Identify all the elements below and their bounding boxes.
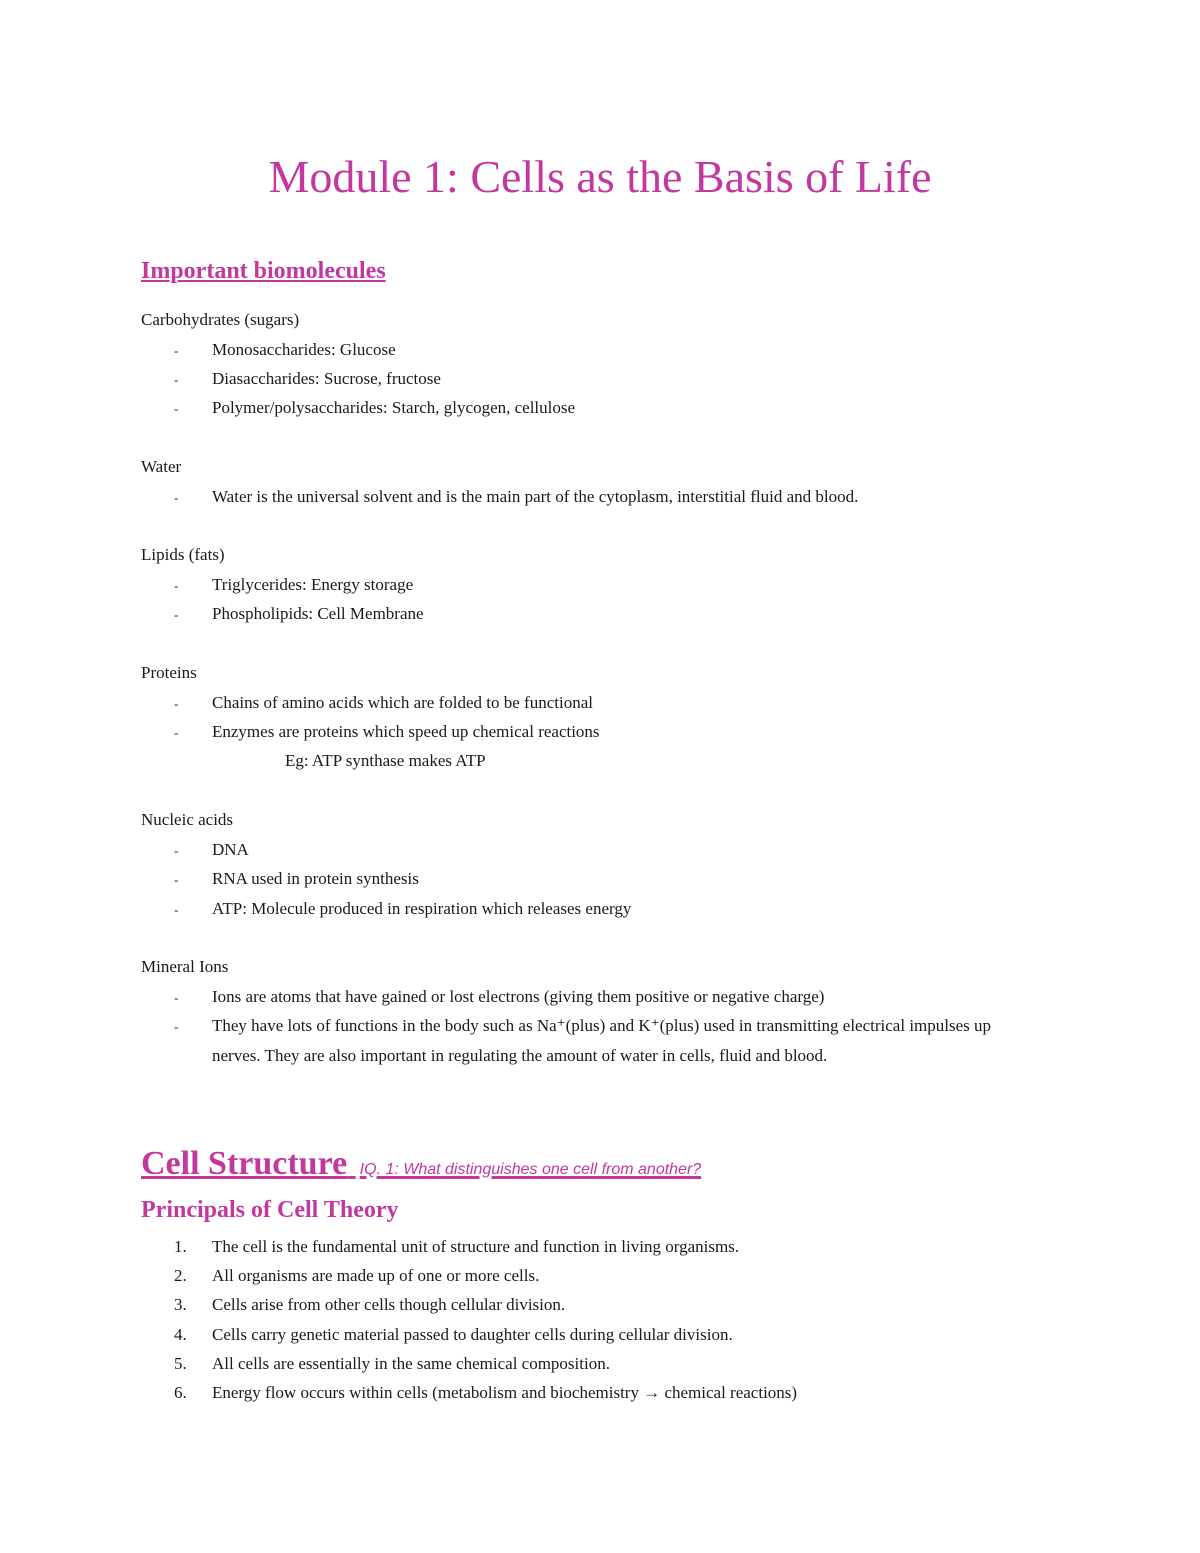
item-number: 4. [174, 1325, 187, 1344]
item-text: All organisms are made up of one or more cells. [212, 1266, 540, 1285]
list-item-text: They have lots of functions in the body such as Na⁺(plus) and K⁺(plus) used in transmitting electrical impulses up [212, 1016, 992, 1035]
item-text: Energy flow occurs within cells (metabolism and biochemistry → chemical reactions) [212, 1383, 798, 1402]
item-number: 1. [174, 1237, 187, 1256]
list-item [174, 717, 1074, 748]
numbered-item [174, 1320, 733, 1350]
inquiry-question: IQ. 1: What distinguishes one cell from another? [359, 1161, 702, 1178]
label-nucleic-acids: Nucleic acids [141, 810, 234, 829]
bullet-dash: - [174, 401, 179, 416]
item-text: All cells are essentially in the same chemical composition. [212, 1354, 610, 1373]
list-item [174, 835, 1074, 866]
list-item [174, 982, 1074, 1013]
list-item-text: Enzymes are proteins which speed up chemical reactions [212, 722, 600, 741]
numbered-item [174, 1378, 797, 1408]
subheading-cell-theory: Principals of Cell Theory [141, 1197, 399, 1223]
list-item [174, 335, 1074, 366]
page-title: Module 1: Cells as the Basis of Life [268, 151, 932, 202]
bullet-dash: - [174, 343, 179, 358]
list-item-text: Water is the universal solvent and is the main part of the cytoplasm, interstitial fluid and blood. [212, 487, 859, 506]
bullet-dash: - [174, 696, 179, 711]
list-item-continuation: nerves. They are also important in regulating the amount of water in cells, fluid and blood. [212, 1046, 828, 1065]
numbered-item [174, 1232, 739, 1262]
item-text: The cell is the fundamental unit of structure and function in living organisms. [212, 1237, 740, 1256]
example-note: Eg: ATP synthase makes ATP [285, 751, 486, 770]
label-proteins: Proteins [141, 663, 197, 682]
item-number: 3. [174, 1295, 187, 1314]
list-item-text: RNA used in protein synthesis [212, 869, 419, 888]
bullet-dash: - [174, 372, 179, 387]
bullet-dash: - [174, 843, 179, 858]
list-item [174, 894, 1074, 925]
list-item [174, 688, 1074, 719]
bullet-dash: - [174, 902, 179, 917]
bullet-dash: - [174, 990, 179, 1005]
section-heading-cell-structure [141, 1145, 701, 1183]
list-item-text: Polymer/polysaccharides: Starch, glycogen, cellulose [212, 398, 576, 417]
list-item [174, 482, 1074, 513]
cell-structure-title: Cell Structure [141, 1145, 348, 1182]
numbered-item [174, 1261, 539, 1291]
numbered-item [174, 1349, 610, 1379]
list-item-text: DNA [212, 840, 249, 859]
list-item-text: Monosaccharides: Glucose [212, 340, 396, 359]
bullet-dash: - [174, 607, 179, 622]
list-item [174, 393, 1074, 424]
list-item [174, 864, 1074, 895]
bullet-dash: - [174, 1019, 179, 1034]
bullet-dash: - [174, 578, 179, 593]
numbered-item [174, 1290, 565, 1320]
list-item-text: Triglycerides: Energy storage [212, 575, 414, 594]
list-item [174, 1011, 1074, 1042]
bullet-dash: - [174, 490, 179, 505]
list-item [174, 364, 1074, 395]
item-text: Cells arise from other cells though cellular division. [212, 1295, 566, 1314]
list-item-text: Phospholipids: Cell Membrane [212, 604, 424, 623]
list-item [174, 570, 1074, 601]
list-item-text: Ions are atoms that have gained or lost electrons (giving them positive or negative charge) [212, 987, 825, 1006]
list-item [174, 599, 1074, 630]
list-item-text: Chains of amino acids which are folded to be functional [212, 693, 593, 712]
label-mineral-ions: Mineral Ions [141, 957, 229, 976]
list-item-text: ATP: Molecule produced in respiration which releases energy [212, 899, 632, 918]
bullet-dash: - [174, 725, 179, 740]
label-water: Water [141, 457, 182, 476]
list-item-text: Diasaccharides: Sucrose, fructose [212, 369, 441, 388]
item-text: Cells carry genetic material passed to daughter cells during cellular division. [212, 1325, 733, 1344]
item-number: 2. [174, 1266, 187, 1285]
item-number: 6. [174, 1383, 187, 1402]
label-carbohydrates: Carbohydrates (sugars) [141, 310, 300, 329]
item-number: 5. [174, 1354, 187, 1373]
bullet-dash: - [174, 872, 179, 887]
label-lipids: Lipids (fats) [141, 545, 225, 564]
section-heading-biomolecules: Important biomolecules [141, 258, 386, 284]
